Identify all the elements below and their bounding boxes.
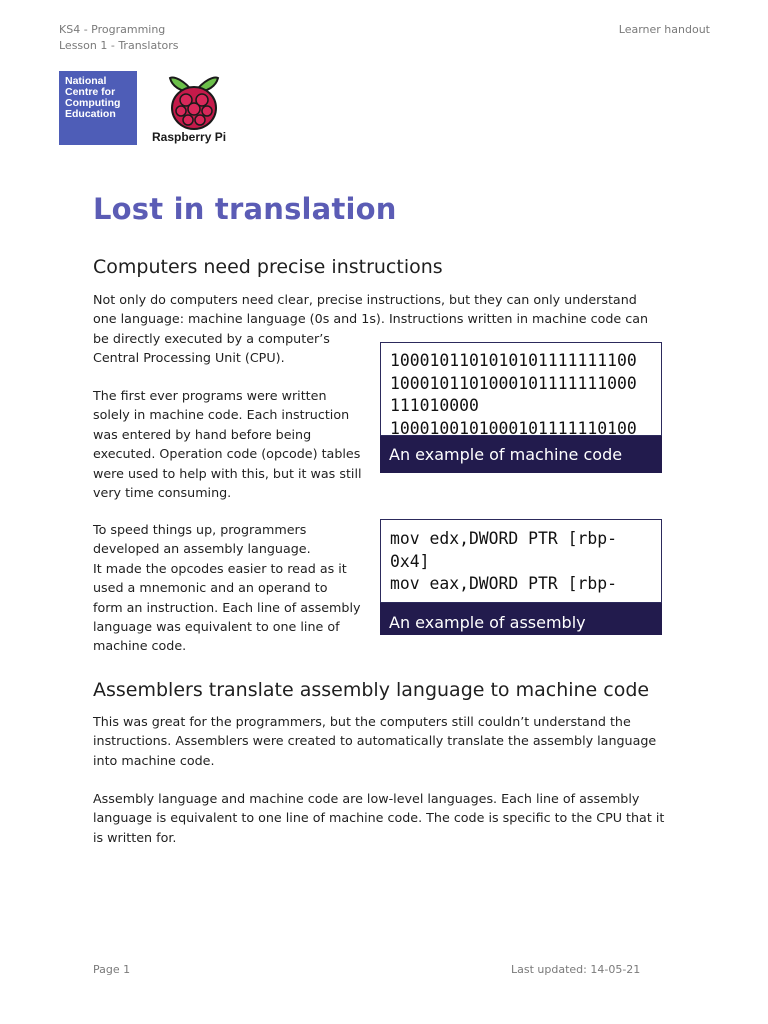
code-line: 1000101101000101111111000	[390, 373, 637, 393]
text-line: into machine code.	[93, 752, 215, 768]
text-line: Not only do computers need clear, precise instructions, but they can only understand	[93, 292, 637, 307]
text-line: used a mnemonic and an operand to	[93, 580, 328, 596]
text-line: instructions. Assemblers were created to automatically translate the assembly language	[93, 733, 657, 749]
header-lesson: Lesson 1 - Translators	[59, 39, 179, 52]
code-line: 1000100101000101111110100	[390, 418, 637, 436]
code-line: mov eax,DWORD PTR [rbp-	[390, 574, 617, 594]
text-line: Central Processing Unit (CPU).	[93, 350, 285, 366]
ncce-logo-line: Education	[65, 108, 116, 120]
text-line: language was equivalent to one line of	[93, 619, 340, 635]
ncce-logo	[59, 71, 137, 145]
text-line: developed an assembly language.	[93, 541, 311, 557]
text-line: Assembly language and machine code are low-level languages. Each line of assembly	[93, 791, 640, 806]
code-line: 111010000	[390, 396, 479, 416]
section2-paragraph-assemblers	[93, 712, 693, 770]
text-line: The first ever programs were written	[93, 388, 327, 403]
text-line: be directly executed by a computer’s	[93, 330, 330, 346]
text-line: were used to help with this, but it was still	[93, 465, 362, 481]
section2-paragraph-low-level	[93, 789, 693, 847]
assembly-example	[380, 519, 662, 603]
section1-paragraph-assembly	[93, 520, 378, 656]
machine-code-example	[380, 342, 662, 436]
text-line: one language: machine language (0s and 1s). Instructions written in machine code can	[93, 311, 649, 327]
code-line: 0x4]	[390, 551, 430, 571]
footer-last-updated: Last updated: 14-05-21	[511, 963, 641, 976]
header-doc-type: Learner handout	[618, 23, 710, 36]
code-line: mov edx,DWORD PTR [rbp-	[390, 529, 617, 548]
text-line: machine code.	[93, 638, 187, 654]
text-line: is written for.	[93, 829, 177, 845]
text-line: form an instruction. Each line of assembly	[93, 599, 361, 615]
section1-heading: Computers need precise instructions	[93, 256, 443, 278]
text-line: solely in machine code. Each instruction	[93, 407, 350, 423]
header-course: KS4 - Programming	[59, 23, 166, 36]
footer-page-number: Page 1	[93, 963, 131, 976]
text-line: was entered by hand before being	[93, 426, 312, 442]
assembly-text	[381, 520, 661, 596]
assembly-caption: An example of assembly	[380, 603, 662, 635]
section1-paragraph-machine-code	[93, 386, 378, 502]
machine-code-text	[381, 343, 661, 436]
text-line: executed. Operation code (opcode) tables	[93, 446, 361, 462]
page-title: Lost in translation	[93, 192, 397, 226]
ncce-logo-line: Computing	[65, 97, 121, 109]
code-line: 1000101101010101111111100	[390, 351, 637, 370]
text-line: language is equivalent to one line of machine code. The code is specific to the CPU that it	[93, 810, 665, 826]
text-line: It made the opcodes easier to read as it	[93, 560, 347, 576]
raspberry-pi-label: Raspberry Pi	[152, 130, 227, 144]
text-line: To speed things up, programmers	[93, 522, 307, 537]
ncce-logo-line: National	[65, 75, 107, 87]
machine-code-caption: An example of machine code	[380, 436, 662, 473]
ncce-logo-line: Centre for	[65, 86, 116, 98]
text-line: very time consuming.	[93, 485, 232, 501]
section2-heading: Assemblers translate assembly language to machine code	[93, 679, 650, 701]
text-line: This was great for the programmers, but the computers still couldn’t understand the	[93, 714, 631, 729]
